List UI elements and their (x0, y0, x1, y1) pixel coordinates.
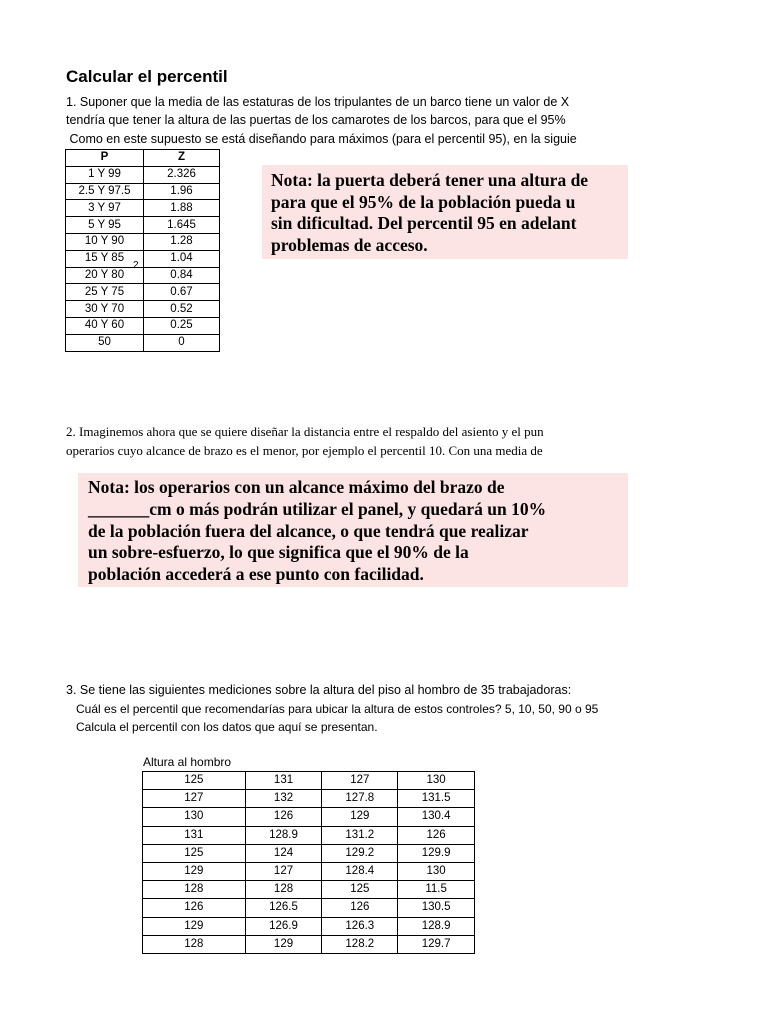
note-line: sin dificultad. Del percentil 95 en adelant (271, 213, 577, 233)
table-row (66, 233, 220, 250)
z-value-cell: 1.04 (144, 250, 220, 267)
measurement-cell: 128 (143, 935, 246, 953)
note-line: población accederá a ese punto con facilidad. (88, 564, 424, 585)
measurement-cell: 131.5 (398, 790, 475, 808)
table-row (143, 808, 475, 826)
z-value-cell: 1.28 (144, 233, 220, 250)
measurement-cell: 126.9 (245, 917, 322, 935)
shoulder-height-table (142, 771, 475, 954)
section2-line-1: 2. Imaginemos ahora que se quiere diseñar la distancia entre el respaldo del asiento y el pun (66, 424, 544, 439)
note-line: un sobre-esfuerzo, lo que significa que el 90% de la (88, 542, 469, 563)
table-row (143, 899, 475, 917)
percentile-cell: 30 Y 70 (66, 301, 144, 318)
z-value-cell: 1.645 (144, 217, 220, 234)
table-row (143, 790, 475, 808)
z-value-cell: 0.25 (144, 317, 220, 334)
measurement-cell: 131 (245, 772, 322, 790)
measurement-cell: 127 (143, 790, 246, 808)
percentile-cell: 10 Y 90 (66, 233, 144, 250)
percentile-cell: 15 Y 85 (66, 250, 144, 267)
table-row (143, 862, 475, 880)
measurement-cell: 11.5 (398, 881, 475, 899)
z-value-cell: 1.96 (144, 183, 220, 200)
note-line: Nota: los operarios con un alcance máximo del brazo de (88, 477, 505, 497)
measurement-cell: 132 (245, 790, 322, 808)
table-row (66, 200, 220, 217)
section2-line-2: operarios cuyo alcance de brazo es el menor, por ejemplo el percentil 10. Con una media de (66, 443, 543, 458)
measurement-cell: 125 (143, 844, 246, 862)
measurement-cell: 125 (322, 881, 398, 899)
measurement-cell: 126 (322, 899, 398, 917)
measurement-cell: 129 (143, 862, 246, 880)
table-row (66, 166, 220, 183)
section1-line-1: 1. Suponer que la media de las estaturas de los tripulantes de un barco tiene un valor de X (66, 95, 570, 109)
column-header-p: P (66, 150, 144, 167)
table-row (66, 284, 220, 301)
measurement-cell: 130 (143, 808, 246, 826)
table-row (143, 826, 475, 844)
table-header-row (66, 150, 220, 167)
table-row (143, 772, 475, 790)
percentile-cell: 50 (66, 334, 144, 351)
percentile-cell: 40 Y 60 (66, 317, 144, 334)
percentile-cell: 1 Y 99 (66, 166, 144, 183)
z-value-cell: 0.84 (144, 267, 220, 284)
measurement-cell: 130 (398, 772, 475, 790)
table-body (143, 772, 475, 954)
percentile-cell: 20 Y 80 (66, 267, 144, 284)
column-header-z: Z (144, 150, 220, 167)
measurement-cell: 128 (143, 881, 246, 899)
z-value-cell: 0.67 (144, 284, 220, 301)
measurement-cell: 129.2 (322, 844, 398, 862)
table-row (66, 317, 220, 334)
note-line: Nota: la puerta deberá tener una altura de (271, 170, 589, 190)
section3-line-1: 3. Se tiene las siguientes mediciones sobre la altura del piso al hombro de 35 trabajadoras: (66, 683, 572, 697)
section3-line-2: Cuál es el percentil que recomendarías para ubicar la altura de estos controles? 5, 10, 50, 90 o 95 (66, 702, 599, 716)
measurement-cell: 129 (143, 917, 246, 935)
table-row (66, 334, 220, 351)
measurement-cell: 130.4 (398, 808, 475, 826)
note-line: problemas de acceso. (271, 234, 428, 255)
section1-line-2: tendría que tener la altura de las puertas de los camarotes de los barcos, para que el 95% (66, 113, 566, 127)
measurement-cell: 126.5 (245, 899, 322, 917)
measurement-cell: 126 (143, 899, 246, 917)
table-body (66, 166, 220, 351)
measurement-cell: 129.9 (398, 844, 475, 862)
measurement-cell: 127 (245, 862, 322, 880)
percentile-cell: 5 Y 95 (66, 217, 144, 234)
percentile-cell: 2.5 Y 97.5 (66, 183, 144, 200)
measurement-cell: 130.5 (398, 899, 475, 917)
measurement-cell: 128.9 (245, 826, 322, 844)
measurement-cell: 126.3 (322, 917, 398, 935)
table-row (143, 917, 475, 935)
page-title: Calcular el percentil (66, 67, 228, 86)
measurement-cell: 128.4 (322, 862, 398, 880)
table-row (66, 250, 220, 267)
stray-mark: 2 (133, 260, 139, 271)
table-row (143, 881, 475, 899)
measurement-cell: 129.7 (398, 935, 475, 953)
measurement-cell: 130 (398, 862, 475, 880)
z-value-cell: 1.88 (144, 200, 220, 217)
table-row (143, 935, 475, 953)
measurement-cell: 128 (245, 881, 322, 899)
measurement-cell: 128.2 (322, 935, 398, 953)
table-row (66, 183, 220, 200)
measurement-cell: 129 (322, 808, 398, 826)
measurement-cell: 126 (398, 826, 475, 844)
note-line: de la población fuera del alcance, o que tendrá que realizar (88, 520, 529, 541)
section1-line-3: Como en este supuesto se está diseñando para máximos (para el percentil 95), en la siguie (66, 132, 577, 146)
table-row (66, 267, 220, 284)
measurement-cell: 128.9 (398, 917, 475, 935)
table-row (143, 844, 475, 862)
note-line: para que el 95% de la población pueda u (271, 191, 576, 212)
z-value-cell: 0.52 (144, 301, 220, 318)
measurement-cell: 126 (245, 808, 322, 826)
measurement-cell: 127.8 (322, 790, 398, 808)
measurement-cell: 125 (143, 772, 246, 790)
measurement-cell: 131.2 (322, 826, 398, 844)
note-door-height (262, 165, 628, 259)
table-row (66, 301, 220, 318)
measurement-cell: 129 (245, 935, 322, 953)
percentile-cell: 25 Y 75 (66, 284, 144, 301)
table-row (66, 217, 220, 234)
measurement-cell: 127 (322, 772, 398, 790)
percentile-cell: 3 Y 97 (66, 200, 144, 217)
note-line: _______cm o más podrán utilizar el panel, y quedará un 10% (88, 498, 547, 519)
measurement-cell: 124 (245, 844, 322, 862)
z-value-cell: 2.326 (144, 166, 220, 183)
percentile-z-table (65, 149, 220, 352)
note-arm-reach (78, 473, 628, 587)
z-value-cell: 0 (144, 334, 220, 351)
measurement-cell: 131 (143, 826, 246, 844)
section3-line-3: Calcula el percentil con los datos que aquí se presentan. (66, 720, 378, 734)
table-caption: Altura al hombro (143, 755, 232, 769)
